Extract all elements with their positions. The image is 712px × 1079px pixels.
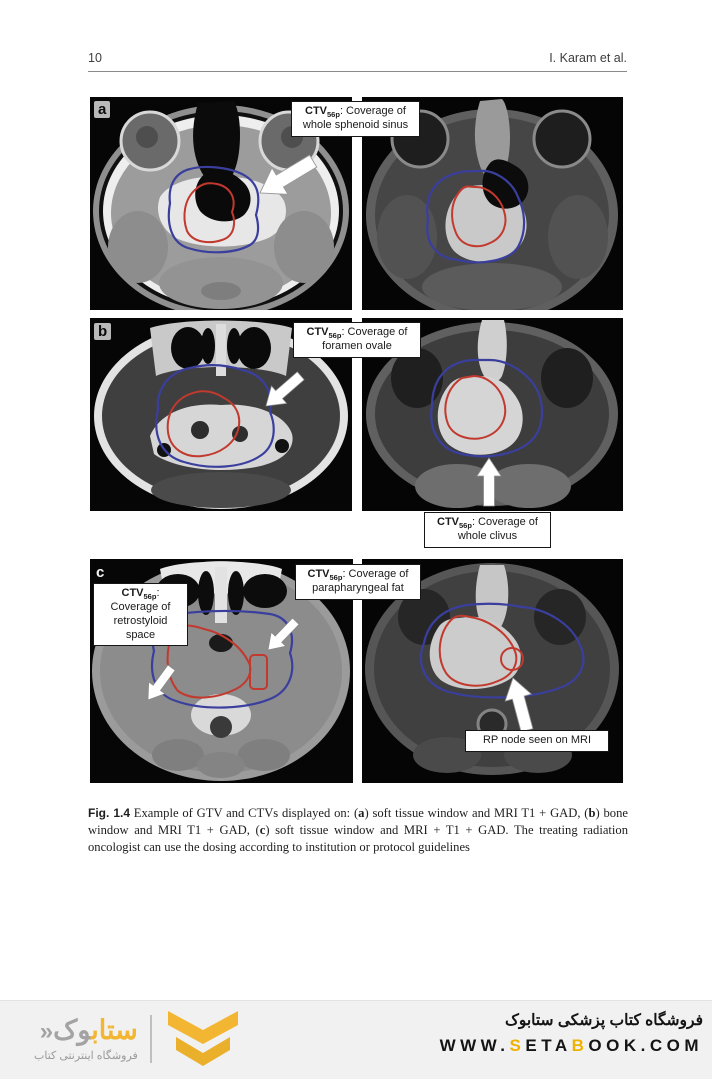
caption-text: Example of GTV and CTVs displayed on: ( [130,805,359,820]
ctv-sub: 56p [329,573,343,583]
callout-text: : Coverage of foramen ovale [322,326,408,353]
ctv-sub: 56p [328,331,342,341]
url-part: OOK.COM [588,1036,703,1055]
logo-divider [150,1015,152,1063]
logo-word-secondary: وک [53,1014,92,1045]
ctv-label: CTV [305,105,327,117]
callout-sphenoid-sinus [291,101,420,137]
panel-label-b: b [94,323,111,340]
url-accent-s: S [509,1036,526,1055]
callout-retrostyloid-space [93,583,188,646]
logo-chevron-glyph: « [39,1017,54,1045]
ctv-label: CTV [306,326,329,338]
logo-text-block [34,1014,138,1062]
store-title: فروشگاه کتاب پزشکی ستابوک [504,1012,703,1029]
logo-wordmark [34,1014,138,1045]
ctv-sub: 56p [143,592,157,602]
callout-foramen-ovale [293,322,421,358]
setabook-logo [34,1009,242,1069]
callout-text: RP node seen on MRI [482,734,592,746]
logo-word-primary: ستاب [91,1014,138,1045]
ctv-label: CTV [307,568,330,580]
ctv-sub: 56p [327,110,340,120]
logo-tagline: فروشگاه اینترنتی کتاب [34,1049,138,1062]
logo-chevron-icon [164,1009,242,1069]
url-accent-b: B [571,1036,589,1055]
callout-parapharyngeal-fat [295,564,421,600]
url-part: ETA [525,1036,572,1055]
caption-text: ) soft tissue window and MRI + T1 + GAD. The treating radiation oncologist can use the dosing according to institution or protocol guidelines [88,822,628,854]
bookstore-footer [0,1000,712,1079]
callout-text: : Coverage of whole sphenoid sinus [302,105,409,132]
ctv-sub: 56p [459,521,472,531]
url-part: WWW. [439,1036,510,1055]
caption-text: ) bone window and MRI T1 + GAD, ( [88,805,628,837]
website-url[interactable] [440,1036,703,1056]
caption-bold-a: a [358,805,365,820]
authors-text: I. Karam et al. [549,51,627,65]
callout-whole-clivus [424,512,551,548]
caption-bold-c: c [259,822,266,837]
figure-caption [88,805,628,856]
caption-fig-label: Fig. 1.4 [88,805,130,820]
ctv-label: CTV [437,516,459,528]
caption-text: ) soft tissue window and MRI T1 + GAD, ( [364,805,589,820]
callout-rp-node [465,730,609,752]
ctv-label: CTV [121,587,144,599]
page-header [88,46,627,72]
callout-text: : Coverage of retrostyloid space [110,587,171,641]
caption-bold-b: b [588,805,596,820]
footer-right [440,1011,703,1056]
panel-label-c: c [96,564,105,581]
panel-label-a: a [94,101,110,118]
page-number: 10 [88,51,102,65]
callout-text: : Coverage of whole clivus [457,516,538,543]
callout-text: : Coverage of parapharyngeal fat [312,568,409,595]
